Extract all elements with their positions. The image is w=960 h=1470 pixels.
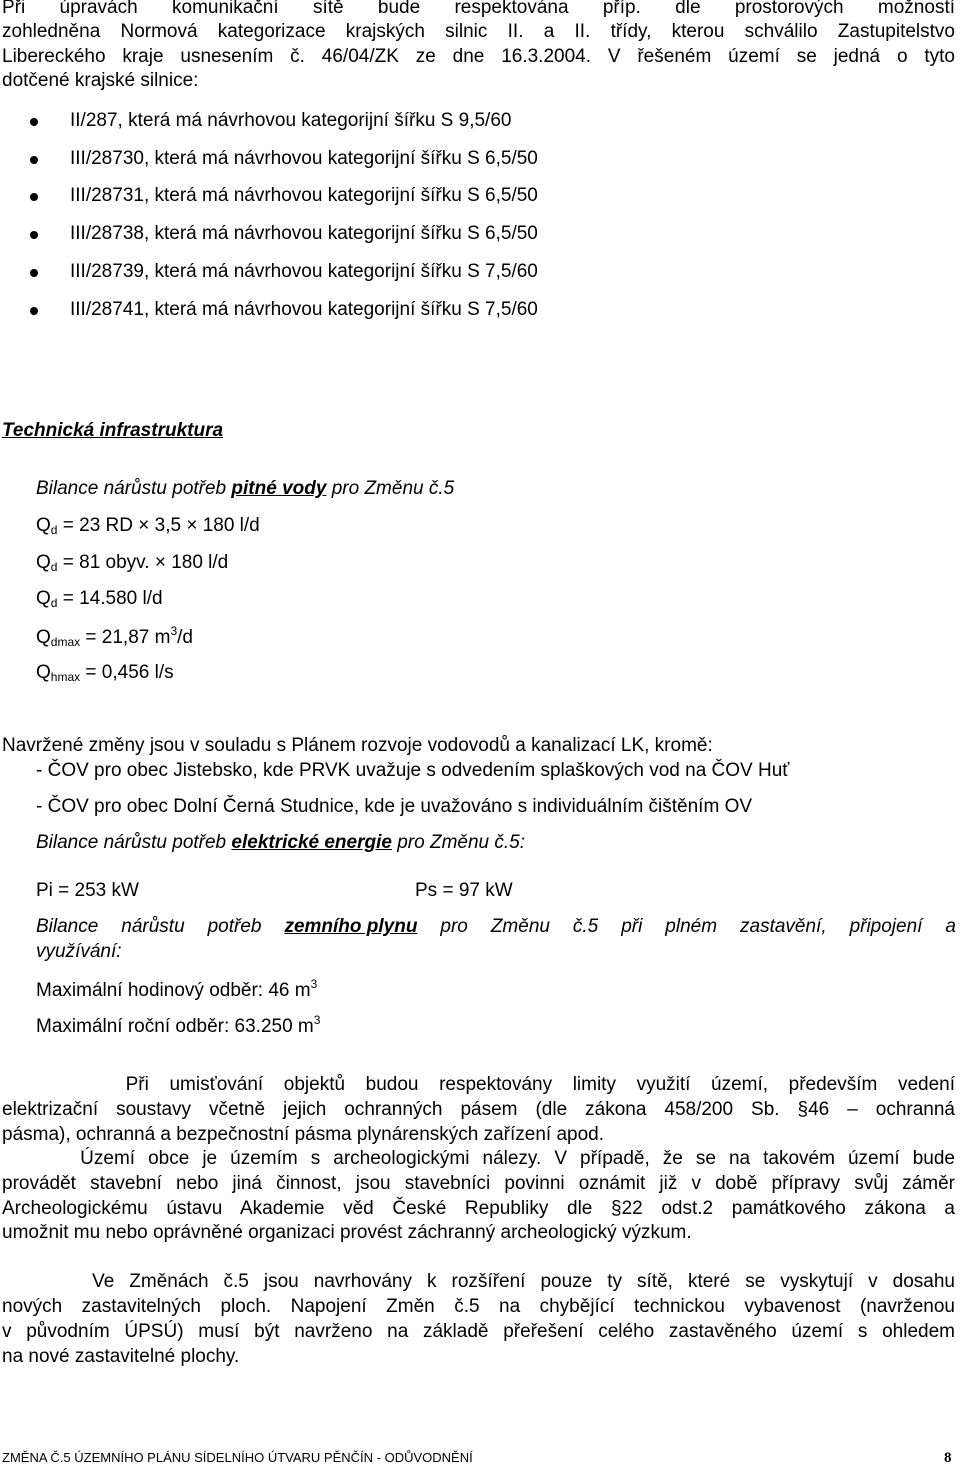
water-formula-1: $Q_d = 23$ RD × 3,5 × 180 l/d (36, 515, 260, 537)
bullet-icon (30, 156, 38, 164)
paragraph3-line-3: v původním ÚPSÚ) musí být navrženo na základě přeřešení celého zastavěného území s ohledem (2, 1321, 955, 1342)
intro-line-2: zohledněna Normová kategorizace krajských silnic II. a II. třídy, kterou schválilo Zastupitelstvo (2, 21, 955, 42)
gas-yearly: Maximální roční odběr: 63.250 $m^3$ (36, 1013, 321, 1037)
page-number: 8 (944, 1450, 952, 1466)
list-item: III/28739, která má návrhovou kategorijní šířku S 7,5/60 (70, 261, 538, 282)
gas-heading-line-2: využívání: (36, 941, 122, 962)
intro-line-3: Libereckého kraje usnesením č. 46/04/ZK ze dne 16.3.2004. V řešeném území se jedná o tyto (2, 46, 955, 67)
paragraph2-line-1: Území obce je územím s archeologickými nálezy. V případě, že se na takovém území bude (2, 1148, 955, 1169)
paragraph2-line-4: umožnit mu nebo oprávněné organizaci provést záchranný archeologický výzkum. (2, 1222, 692, 1243)
paragraph3-line-2: nových zastavitelných ploch. Napojení Změn č.5 na chybějící technickou vybavenost (navrženou (2, 1296, 955, 1317)
bullet-icon (30, 269, 38, 277)
paragraph3-line-4: na nové zastavitelné plochy. (2, 1346, 240, 1367)
intro-line-4: dotčené krajské silnice: (2, 70, 199, 91)
paragraph3-line-1: Ve Změnách č.5 jsou navrhovány k rozšíření pouze ty sítě, které se vyskytují v dosahu (2, 1271, 955, 1292)
paragraph2-line-2: provádět stavební nebo jiná činnost, jsou stavebníci povinni oznámit již v době přípravy svůj záměr (2, 1173, 955, 1194)
paragraph1-line-2: elektrizační soustavy včetně jejich ochranných pásem (dle zákona 458/200 Sb. §46 – ochranná (2, 1099, 955, 1120)
sewer-line-1: Navržené změny jsou v souladu s Plánem rozvoje vodovodů a kanalizací LK, kromě: (2, 735, 713, 756)
electric-heading: Bilance nárůstu potřeb elektrické energie pro Změnu č.5: (36, 832, 526, 853)
bullet-icon (30, 307, 38, 315)
paragraph1-line-1: Při umisťování objektů budou respektovány limity využití území, především vedení (2, 1074, 955, 1095)
water-formula-5: $Q_{hmax} = 0,456$ l/s (36, 662, 174, 684)
electric-heading-keyword: elektrické energie (231, 832, 392, 853)
paragraph2-line-3: Archeologickému ústavu Akademie věd České Republiky dle §22 odst.2 památkového zákona a (2, 1198, 955, 1219)
list-item: III/28741, která má návrhovou kategorijní šířku S 7,5/60 (70, 299, 538, 320)
list-item: III/28738, která má návrhovou kategorijní šířku S 6,5/50 (70, 223, 538, 244)
water-formula-2: $Q_d = 81$ obyv. × 180 l/d (36, 552, 229, 574)
list-item: III/28730, která má návrhovou kategorijní šířku S 6,5/50 (70, 148, 538, 169)
gas-heading: Bilance nárůstu potřeb zemního plynu pro Změnu č.5 při plném zastavění, připojení a (36, 916, 956, 937)
water-heading-keyword: pitné vody (231, 478, 327, 499)
list-item: III/28731, která má návrhovou kategorijní šířku S 6,5/50 (70, 185, 538, 206)
bullet-icon (30, 231, 38, 239)
gas-heading-keyword: zemního plynu (284, 916, 418, 937)
intro-line-1: Při úpravách komunikační sítě bude respektována příp. dle prostorových možností (2, 0, 955, 18)
section-heading: Technická infrastruktura (2, 420, 224, 441)
water-formula-3: $Q_d = 14.580$ l/d (36, 588, 163, 610)
electric-ps: Ps = 97 kW (415, 880, 513, 901)
water-formula-4: $Q_{dmax} = 21,87$ $m^3/d$ (36, 624, 193, 649)
gas-hourly: Maximální hodinový odběr: 46 $m^3$ (36, 977, 318, 1001)
water-heading: Bilance nárůstu potřeb pitné vody pro Změnu č.5 (36, 478, 455, 499)
footer-title: ZMĚNA Č.5 ÚZEMNÍHO PLÁNU SÍDELNÍHO ÚTVARU PĚNČÍN - ODŮVODNĚNÍ (2, 1450, 473, 1465)
sewer-line-2: - ČOV pro obec Jistebsko, kde PRVK uvažuje s odvedením splaškových vod na ČOV Huť (36, 760, 790, 781)
bullet-icon (30, 118, 38, 126)
list-item: II/287, která má návrhovou kategorijní šířku S 9,5/60 (70, 110, 512, 131)
paragraph1-line-3: pásma), ochranná a bezpečnostní pásma plynárenských zařízení apod. (2, 1124, 605, 1145)
electric-pi: Pi = 253 kW (36, 880, 139, 901)
bullet-icon (30, 193, 38, 201)
sewer-line-3: - ČOV pro obec Dolní Černá Studnice, kde je uvažováno s individuálním čištěním OV (36, 796, 753, 817)
